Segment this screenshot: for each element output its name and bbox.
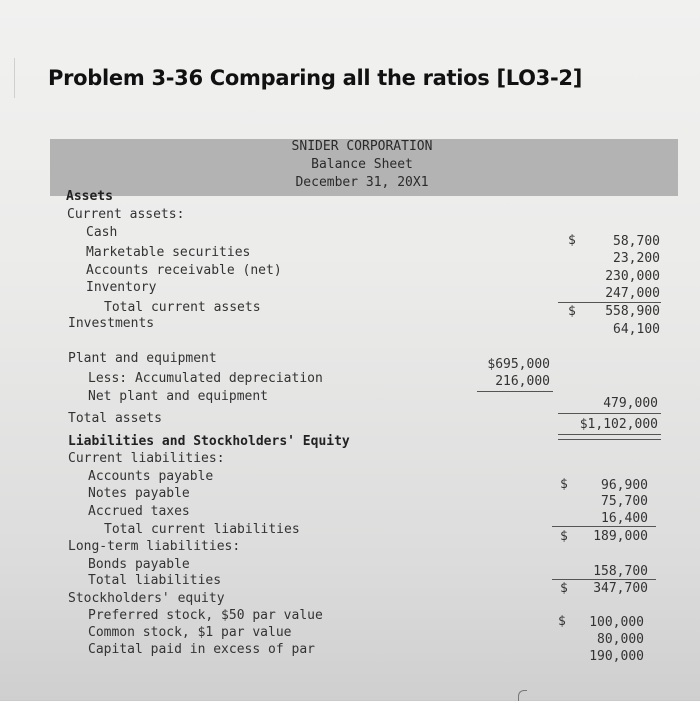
liabilities-equity-heading: Liabilities and Stockholders' Equity xyxy=(68,434,350,449)
net-plant-label: Net plant and equipment xyxy=(88,389,269,404)
current-assets-heading: Current assets: xyxy=(67,207,185,222)
liabilities-subtotal-rule xyxy=(552,526,656,527)
common-stock-label: Common stock, $1 par value xyxy=(88,625,292,640)
notes-payable-label: Notes payable xyxy=(88,486,190,501)
net-plant-value: 479,000 xyxy=(603,396,658,411)
accounts-payable-label: Accounts payable xyxy=(88,469,214,484)
capital-excess-label: Capital paid in excess of par xyxy=(88,642,315,657)
preferred-stock-value: 100,000 xyxy=(589,615,644,630)
inventory-value: 247,000 xyxy=(605,286,660,301)
document-page: Problem 3-36 Comparing all the ratios [LO3-2] SNIDER CORPORATION Balance Sheet December 31, 20X1 Assets Current assets: Cash Marketable securities Accounts receivable (net) Inventory Total current assets Investments $ 58,700 23,200 230,000 247,000 $ 558,900 64,100 Plant and equipment Less: Accumulated depreciation Net plant and equipment $695,000 216,000 479,000 Total assets $1,102,000 Liabilities and Stockholders' Equity Current liabilities: Accounts payable Notes payable Accrued taxes Total current liabilities Long-term liabilities: Bonds payable Total liabilities $ 96,900 75,700 16,400 $ 189,000 158,700 $ 347,700 Stockholders' equity Preferred stock, $50 par value Common stock, $1 par value Capital paid in excess of par $ 100,000 80,000 190,000 xyxy=(0,0,700,700)
bonds-payable-value: 158,700 xyxy=(593,564,648,579)
receivable-label: Accounts receivable (net) xyxy=(86,263,282,278)
marketable-label: Marketable securities xyxy=(86,245,251,260)
investments-value: 64,100 xyxy=(613,322,660,337)
plant-label: Plant and equipment xyxy=(68,351,217,366)
total-assets-label: Total assets xyxy=(68,411,162,426)
investments-label: Investments xyxy=(68,316,155,331)
total-liabilities-value: 347,700 xyxy=(593,581,648,596)
stockholders-equity-heading: Stockholders' equity xyxy=(68,591,225,606)
common-stock-value: 80,000 xyxy=(597,632,644,647)
total-liabilities-label: Total liabilities xyxy=(88,573,222,588)
plant-value: $695,000 xyxy=(487,357,550,372)
long-term-liabilities-heading: Long-term liabilities: xyxy=(68,539,241,554)
total-assets-double-rule xyxy=(558,434,661,440)
accounts-payable-value: 96,900 xyxy=(601,478,648,493)
net-plant-rule xyxy=(558,413,661,414)
partial-glyph xyxy=(518,690,527,701)
cash-value: 58,700 xyxy=(613,234,660,249)
bonds-payable-label: Bonds payable xyxy=(88,557,190,572)
total-current-liabilities-dollar-sign: $ xyxy=(560,529,568,544)
preferred-stock-label: Preferred stock, $50 par value xyxy=(88,608,323,623)
total-current-assets-label: Total current assets xyxy=(104,300,261,315)
marketable-value: 23,200 xyxy=(613,251,660,266)
notes-payable-value: 75,700 xyxy=(601,494,648,509)
cash-label: Cash xyxy=(86,225,118,240)
total-current-liabilities-value: 189,000 xyxy=(593,529,648,544)
capital-excess-value: 190,000 xyxy=(589,649,644,664)
assets-heading: Assets xyxy=(66,189,113,204)
total-current-dollar-sign: $ xyxy=(568,304,576,319)
accrued-taxes-label: Accrued taxes xyxy=(88,504,190,519)
depreciation-value: 216,000 xyxy=(495,374,550,389)
page-title: Problem 3-36 Comparing all the ratios [LO3-2] xyxy=(48,66,583,90)
inventory-label: Inventory xyxy=(86,280,157,295)
payable-dollar-sign: $ xyxy=(560,477,568,492)
total-current-assets-value: 558,900 xyxy=(605,304,660,319)
subtotal-rule xyxy=(558,302,661,303)
receivable-value: 230,000 xyxy=(605,269,660,284)
cash-dollar-sign: $ xyxy=(568,233,576,248)
current-liabilities-heading: Current liabilities: xyxy=(68,451,225,466)
preferred-dollar-sign: $ xyxy=(558,614,566,629)
total-current-liabilities-label: Total current liabilities xyxy=(104,522,300,537)
total-liabilities-dollar-sign: $ xyxy=(560,581,568,596)
accrued-taxes-value: 16,400 xyxy=(601,511,648,526)
total-assets-value: $1,102,000 xyxy=(579,417,658,432)
depreciation-rule xyxy=(477,391,553,392)
bonds-rule xyxy=(552,579,656,580)
depreciation-label: Less: Accumulated depreciation xyxy=(88,371,323,386)
page-edge xyxy=(0,58,15,98)
